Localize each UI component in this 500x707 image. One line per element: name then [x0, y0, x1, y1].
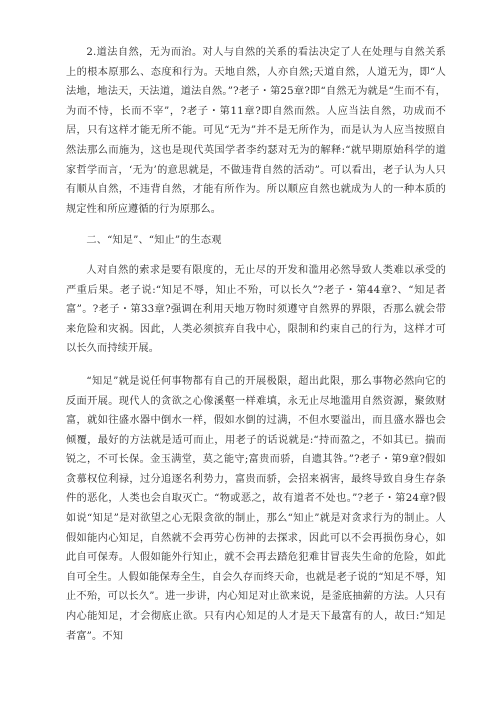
paragraph-zhizu-jixian: “知足”就是说任何事物都有自己的开展极限，超出此限，那么事物必然向它的反面开展。现代人的贪欲之心像溪壑一样难填，永无止尽地滥用自然资源，聚敛财富，就如往盛水器中倒水一样，假如水倒的过满，不但水要溢出，而且盛水器也会倾覆，最好的方法就是适可而止，用老子的话说就是:“持而盈之，不如其已。揣而锐之，不可长保。金玉满堂，莫之能守;富贵而骄，自遗其咎。”?老子・第9章?假如贪慕权位利禄，过分追逐名利势力，富贵而骄，会招来祸害，最终导致自身生存条件的恶化，人类也会自取灭亡。“物或恶之，故有道者不处也。”?老子・第24章?假如说“知足”是对欲望之心无限贪欲的制止，那么“知止”就是对贪求行为的制止。人假如能内心知足，自然就不会再劳心伤神的去探求，因此可以不会再损伤身心，如此自可保寿。人假如能外行知止，就不会再去踏危犯难甘冒丧失生命的危险，如此自可全生。人假如能保寿全生，自会久存而终天命，也就是老子说的“知足不辱，知止不殆，可以长久”。进一步讲，内心知足对止欲来说，是釜底抽薪的方法。人只有内心能知足，才会彻底止欲。只有内心知足的人才是天下最富有的人，故曰:“知足者富”。不知: [66, 375, 446, 642]
paragraph-ziran-suoqiu: 人对自然的索求是要有限度的，无止尽的开发和滥用必然导致人类难以承受的严重后果。老子说:“知足不辱，知止不殆，可以长久”?老子・第44章?、“知足者富”。?老子・第33章?强调在利用天地万物时须遵守自然界的界限，否那么就会带来危险和灾祸。因此，人类必须摈弃自我中心，限制和约束自己的行为，这样才可以长久而持续开展。: [66, 264, 446, 355]
paragraph-dao-fa-zi-ran: 2.道法自然，无为而治。对人与自然的关系的看法决定了人在处理与自然关系上的根本原那么、态度和行为。天地自然，人亦自然;天道自然，人道无为，即“人法地，地法天，天法道，道法自然。”?老子・第25章?即“自然无为就是“生而不有，为而不恃，长而不宰”，?老子・第11章?即自然而然。人应当法自然，功成而不居，只有这样才能无所不能。可见“无为”并不是无所作为，而是认为人应当按照自然法那么而施为，这也是现代英国学者李约瑟对无为的解释:“就早期原始科学的道家哲学而言，‘无为’的意思就是，不做违背自然的活动”。可以看出，老子认为人只有顺从自然，不违背自然，才能有所作为。所以顺应自然也就成为人的一种本质的规定性和所应遵循的行为原那么。: [66, 47, 446, 215]
section-heading-zhizu-zhizhi: 二、“知足”、“知止”的生态观: [86, 235, 222, 247]
